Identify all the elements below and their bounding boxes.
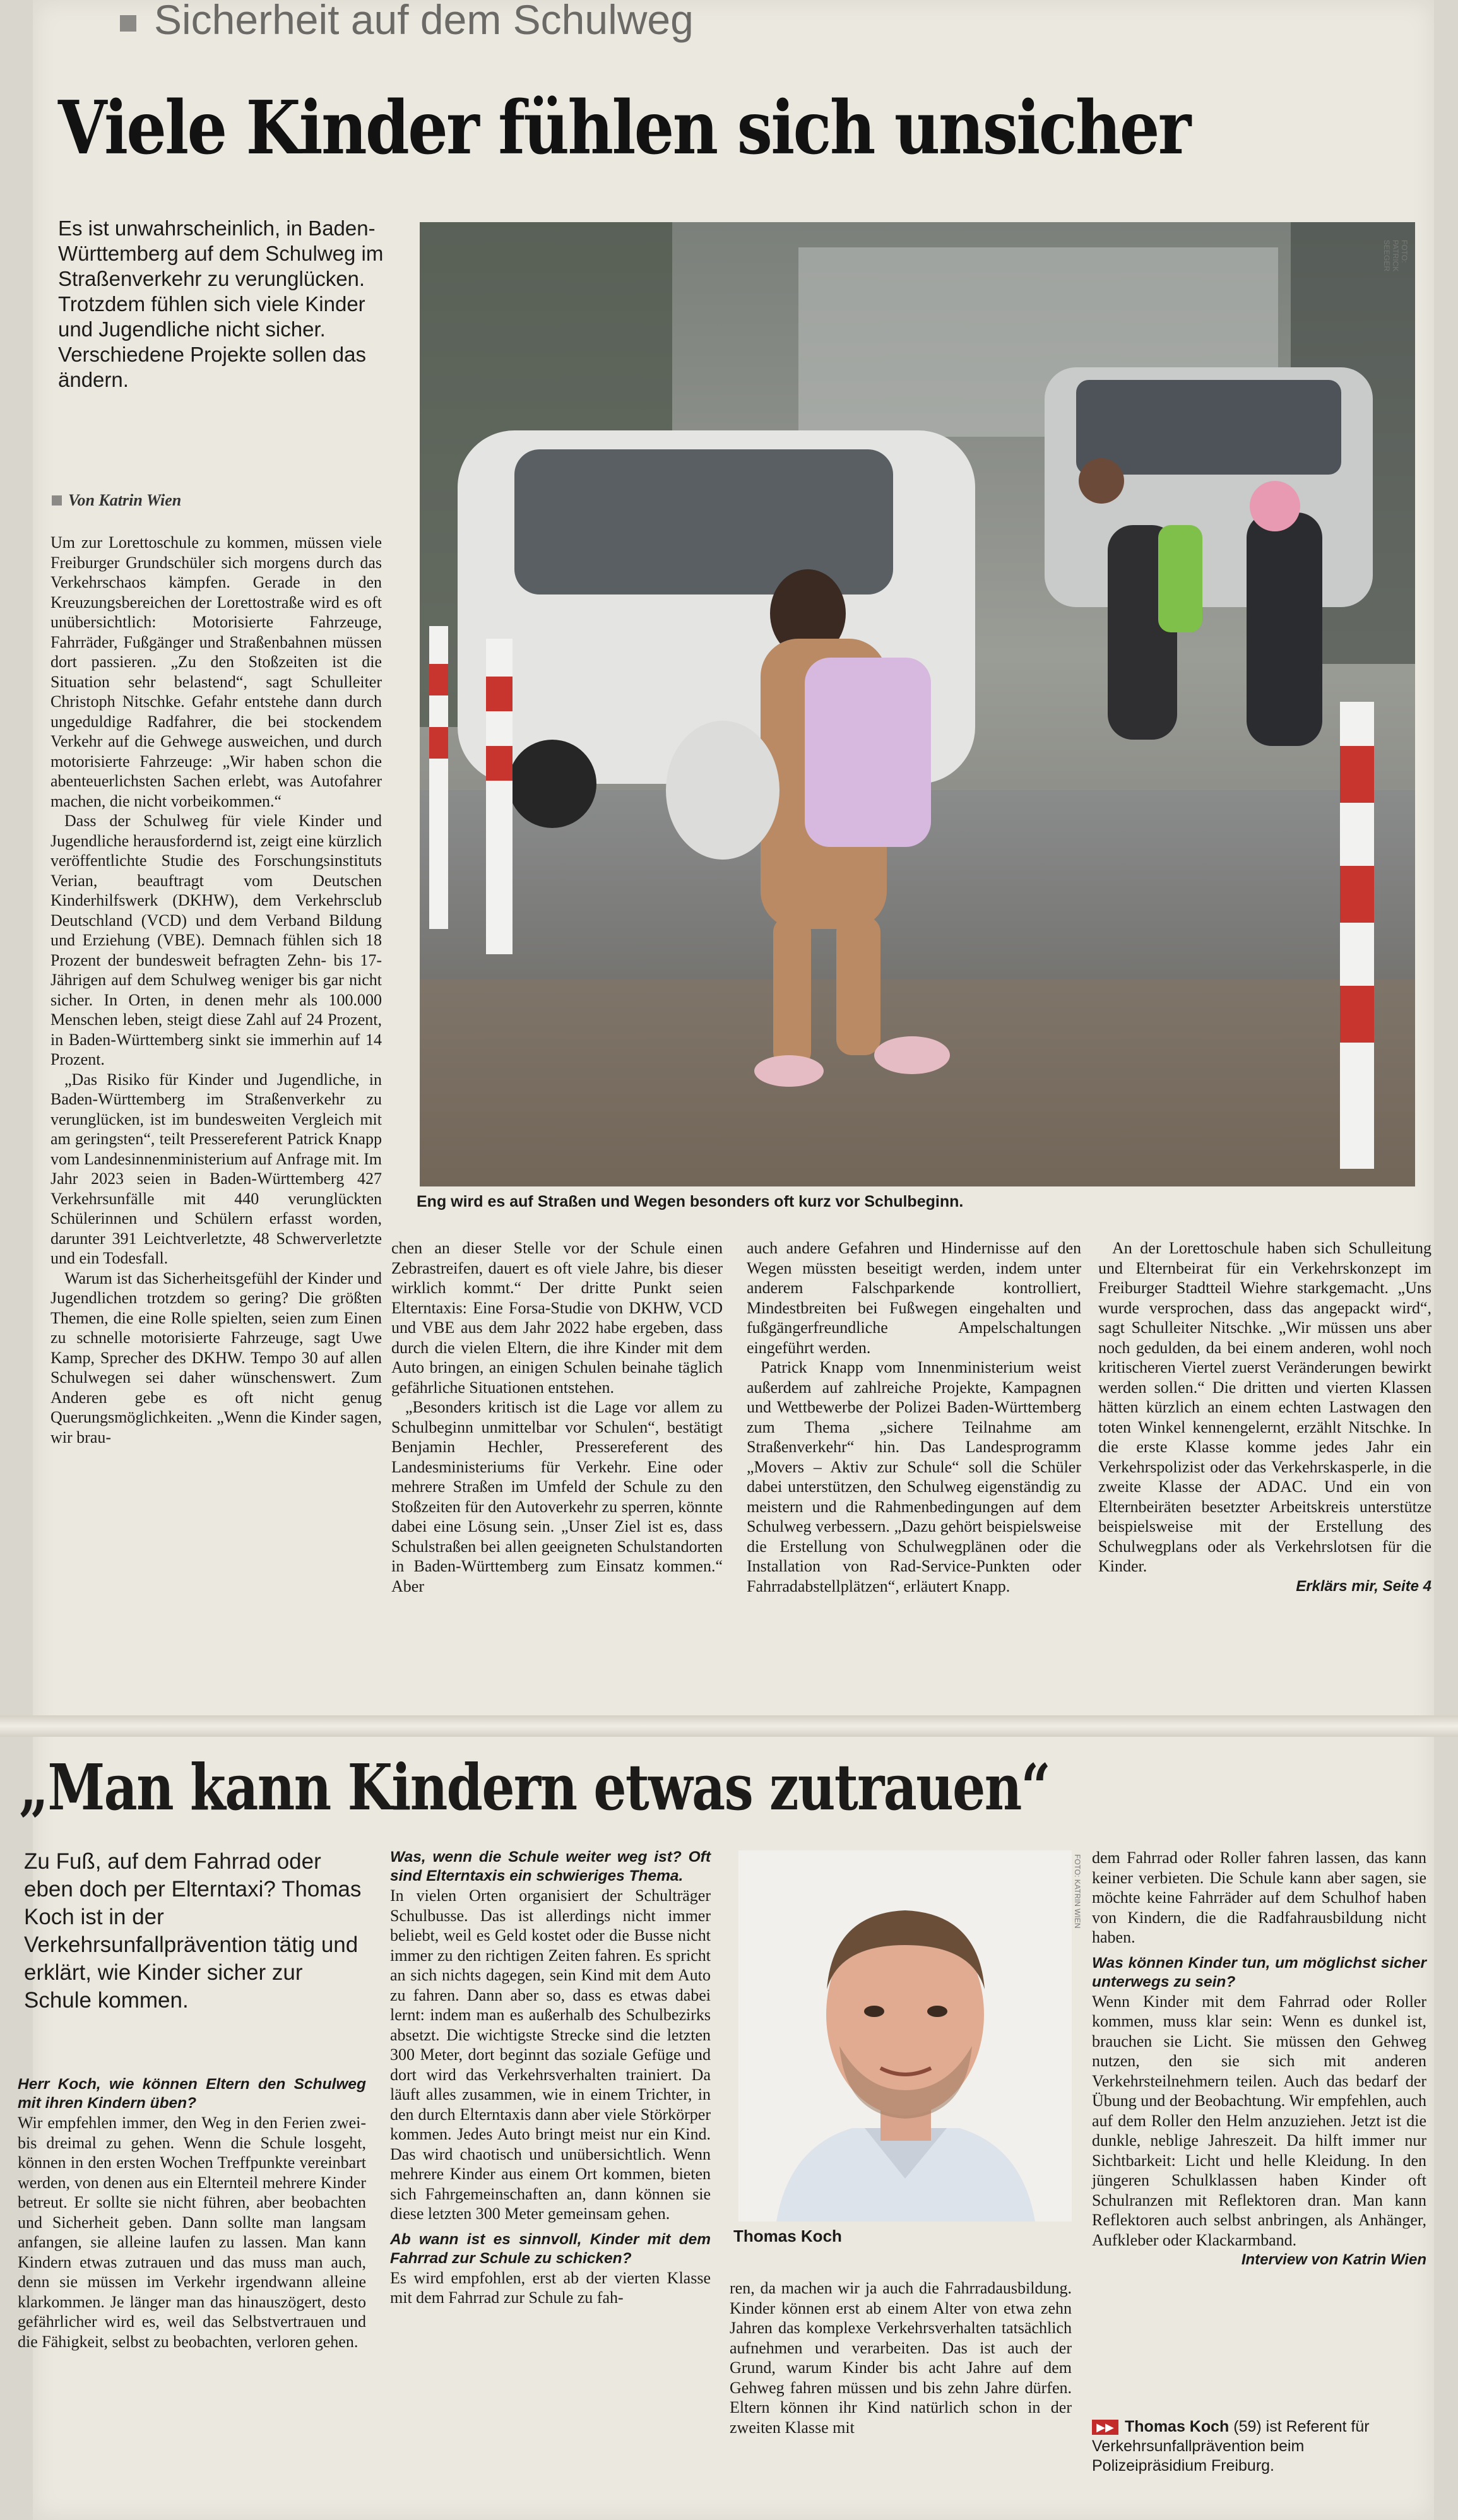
byline: Von Katrin Wien <box>52 491 380 510</box>
article-headline: Viele Kinder fühlen sich unsicher <box>58 85 1190 171</box>
portrait-credit: FOTO: KATRIN WIEN <box>1073 1854 1082 1929</box>
article1-column-3 <box>747 1238 1081 1596</box>
article1-column-2 <box>391 1238 723 1596</box>
article-photo <box>420 222 1415 1186</box>
interview-headline: „Man kann Kindern etwas zutrauen“ <box>19 1750 1050 1825</box>
interview-question: Was können Kinder tun, um möglichst sicher unterwegs zu sein? <box>1092 1954 1426 1991</box>
photo-illustration <box>420 222 1415 1186</box>
author-bio <box>1092 2417 1420 2476</box>
interview-answer: Wenn Kinder mit dem Fahrrad oder Roller kommen, muss klar sein: Wenn es dunkel ist, brauchen sie Licht. Sie müssen den Gehweg nutzen, den sie sich mit anderen Verkehrsteilnehmern teilen. Auch das bedarf der Übung und der Beobachtung. Wir empfehlen, auch auf dem Roller den Helm anzuziehen. Jetzt ist die dunkle, neblige Jahreszeit. Da hilft immer nur Sichtbarkeit: Licht und helle Kleidung. In den jüngeren Schulklassen haben Kinder oft Schulranzen mit Reflektoren dran. Man kann Reflektoren auch selbst anbringen, als Anhänger, Aufkleber oder Klackarmband. <box>1092 1992 1426 2249</box>
portrait-caption: Thomas Koch <box>733 2227 842 2245</box>
article1-column-4 <box>1098 1238 1431 1597</box>
interview-question: Was, wenn die Schule weiter weg ist? Oft sind Elterntaxis ein schwieriges Thema. <box>390 1849 711 1884</box>
bio-text: (59) ist Referent für Verkehrsunfallprävention beim Polizeipräsidium Freiburg. <box>1092 2418 1370 2475</box>
interview-question: Herr Koch, wie können Eltern den Schulweg mit ihren Kindern üben? <box>18 2076 366 2112</box>
interview-column-2 <box>390 1848 711 2308</box>
section-rubric <box>120 0 694 44</box>
photo-caption: Eng wird es auf Straßen und Wegen besonders oft kurz vor Schulbeginn. <box>417 1193 964 1210</box>
interview-question: Ab wann ist es sinnvoll, Kinder mit dem Fahrrad zur Schule zu schicken? <box>390 2230 711 2267</box>
paragraph: Dass der Schulweg für viele Kinder und Jugendliche herausfordernd ist, zeigt eine kürzlich veröffentlichte Studie des Forschungsinstituts Verian, beauftragt vom Deutschen Kinderhilfswerk (DKHW), dem Verkehrsclub Deutschland (VCD) und dem Verband Bildung und Erziehung (VBE). Demnach fühlen sich 18 Prozent der bundesweit befragten Zehn- bis 17-Jährigen auf dem Schulweg weniger bis gar nicht sicher. In Orten, in denen mehr als 100.000 Menschen leben, steigt diese Zahl auf 24 Prozent, in Baden-Württemberg sinkt sie immerhin auf 14 Prozent. <box>50 812 382 1068</box>
interview-column-4 <box>1092 1848 1426 2270</box>
interview-intro: Zu Fuß, auf dem Fahrrad oder eben doch per Elterntaxi? Thomas Koch ist in der Verkehrsunfallprävention tätig und erklärt, wie Kinder sicher zur Schule kommen. <box>24 1849 362 2013</box>
page-fold <box>0 1715 1458 1737</box>
portrait-photo <box>738 1850 1072 2221</box>
interview-answer: In vielen Orten organisiert der Schulträger Schulbusse. Das ist allerdings nicht immer beliebt, weil es Geld kostet oder die Busse nicht immer zu den richtigen Zeiten fahren. Es spricht an sich nichts dagegen, sein Kind mit dem Auto zu fahren. Dann aber so, dass es etwas dabei lernt: indem man es außerhalb des Schulbezirks absetzt. Die wichtigste Strecke sind die letzten 300 Meter, dort beginnt das soziale Gefüge und dort wird das Verkehrsverhalten trainiert. Da läuft alles zusammen, wie in einem Trichter, in den durch Elterntaxis dann aber viele Störkörper kommen. Jedes Auto bringt meist nur ein Kind. Das wird chaotisch und unübersichtlich. Wenn mehrere Kinder aus einem Ort kommen, bieten sich Fahrgemeinschaften an, dann können sie diese letzten 300 Meter gemeinsam gehen. <box>390 1886 711 2223</box>
interview-column-3 <box>730 2278 1072 2437</box>
bio-name: Thomas Koch <box>1125 2418 1230 2435</box>
square-bullet-icon <box>52 495 62 506</box>
paragraph: „Das Risiko für Kinder und Jugendliche, in Baden-Württemberg im Straßenverkehr zu verunglücken, ist im bundesweiten Vergleich mit am geringsten“, teilt Pressereferent Patrick Knapp vom Landesinnenministerium auf Anfrage mit. Im Jahr 2023 seien in Baden-Württemberg 427 Verkehrsunfälle mit 440 verunglückten Schülerinnen und Schülern erfasst worden, darunter 391 Leichtverletzte, 48 Schwerverletzte und ein Todesfall. <box>50 1070 382 1267</box>
interview-column-1 <box>18 2069 366 2351</box>
paragraph: Um zur Lorettoschule zu kommen, müssen viele Freiburger Grundschüler sich morgens durch das Verkehrschaos kämpfen. Gerade in den Kreuzungsbereichen der Lorettostraße wird es oft unübersichtlich: Motorisierte Fahrzeuge, Fahrräder, Fußgänger und Straßenbahnen müssen dort passieren. „Zu den Stoßzeiten ist die Situation sehr belastend“, sagt Schulleiter Christoph Nitschke. Gefahr entstehe dann durch ungeduldige Radfahrer, die bei stockendem Verkehr auf die Gehwege ausweichen, und durch motorisierte Fahrzeuge: „Wir haben schon die abenteuerlichsten Sachen erlebt, was Autofahrer machen, die nicht vorbeikommen.“ <box>50 533 382 810</box>
photo-credit: FOTO: PATRICK SEEGER <box>1382 240 1409 272</box>
interview-answer: ren, da machen wir ja auch die Fahrradausbildung. Kinder können erst ab einem Alter von etwa zehn Jahren das komplexe Verkehrsverhalten tatsächlich aufnehmen und verarbeiten. Das ist auch der Grund, warum Kinder bis acht Jahre auf dem Gehweg fahren müssen und bis zehn Jahre dürfen. Eltern können ihr Kind natürlich schon in der zweiten Klasse mit <box>730 2279 1072 2437</box>
article-intro: Es ist unwahrscheinlich, in Baden-Württemberg auf dem Schulweg im Straßenverkehr zu verunglücken. Trotzdem fühlen sich viele Kinder und Jugendliche nicht sicher. Verschiedene Projekte sollen das ändern. <box>58 216 384 391</box>
interview-answer: Es wird empfohlen, erst ab der vierten Klasse mit dem Fahrrad zur Schule zu fah- <box>390 2268 711 2307</box>
double-arrow-icon: ▶▶ <box>1092 2420 1118 2435</box>
paragraph: chen an dieser Stelle vor der Schule einen Zebrastreifen, dauert es oft viele Jahre, bis dieser wirklich kommt.“ Der dritte Punkt seien Elterntaxis: Eine Forsa-Studie von DKHW, VCD und VBE aus dem Jahr 2022 habe ergeben, dass durch die vielen Eltern, die ihre Kinder mit dem Auto bringen, an einigen Schulen beinahe täglich gefährliche Situationen entstehen. <box>391 1239 723 1397</box>
interview-answer: Wir empfehlen immer, den Weg in den Ferien zwei- bis dreimal zu gehen. Wenn die Schule losgeht, können in den ersten Wochen Treffpunkte vereinbart werden, von denen aus ein Elternteil mehrere Kinder betreut. Er sollte sie nicht führen, aber beobachten und Sicherheit geben. Dann sollte man langsam anfangen, sie alleine laufen zu lassen. Man kann Kindern etwas zutrauen und das muss man auch, denn sie müssen im Verkehr irgendwann alleine klarkommen. Je länger man das hinauszögert, desto gefährlicher wird es, weil das Selbstvertrauen und die Fähigkeit, selbst zu beobachten, verloren gehen. <box>18 2114 366 2351</box>
paragraph: An der Lorettoschule haben sich Schulleitung und Elternbeirat für ein Verkehrskonzept im Freiburger Stadtteil Wiehre starkgemacht. „Uns wurde versprochen, dass das angepackt wird“, sagt Schulleiter Nitschke. „Wir müssen uns aber noch gedulden, da bei einem anderen, wohl noch kritischeren Viertel zuerst Veränderungen bewirkt werden sollen.“ Die dritten und vierten Klassen hätten kürzlich an einem echten Lastwagen den toten Winkel kennengelernt, erzählt Nitschke. In die erste Klasse komme jedes Jahr ein Verkehrspolizist oder das Verkehrskasperle, in die zweite Klasse der ADAC. Und ein von Elternbeiräten besetzter Arbeitskreis unterstütze beispielsweise mit der Erstellung des Schulwegplans oder als Verkehrslotsen für die Kinder. <box>1098 1239 1431 1575</box>
interview-signature: Interview von Katrin Wien <box>1241 2251 1426 2268</box>
paragraph: Warum ist das Sicherheitsgefühl der Kinder und Jugendlichen trotzdem so gering? Die größten Themen, die eine Rolle spielten, seien zum Einen zu schnelle motorisierte Fahrzeuge, sagt Uwe Kamp, Sprecher des DKHW. Tempo 30 auf allen Schulwegen sei daher wünschenswert. Zum Anderen gebe es oft nicht genug Querungsmöglichkeiten. „Wenn die Kinder sagen, wir brau- <box>50 1269 382 1446</box>
cross-reference: Erklärs mir, Seite 4 <box>1296 1577 1431 1595</box>
square-bullet-icon <box>120 15 136 32</box>
interview-answer: dem Fahrrad oder Roller fahren lassen, das kann keiner verbieten. Die Schule kann aber sagen, sie möchte keine Fahrräder auf dem Schulhof haben von Kindern, die die Radfahrausbildung nicht haben. <box>1092 1849 1426 1946</box>
rubric-text: Sicherheit auf dem Schulweg <box>154 0 694 43</box>
portrait-illustration <box>738 1850 1072 2221</box>
paragraph: „Besonders kritisch ist die Lage vor allem zu Schulbeginn unmittelbar vor Schulen“, bestätigt Benjamin Hechler, Pressereferent des Landesministeriums für Verkehr. Eine oder mehrere Straßen im Umfeld der Schule zu den Stoßzeiten für den Autoverkehr zu sperren, könnte dabei eine Lösung sein. „Unser Ziel ist es, dass Schulstraßen bei allen geeigneten Schulstandorten in Baden-Württemberg zum Einsatz kommen.“ Aber <box>391 1398 723 1595</box>
article1-column-1 <box>50 533 382 1447</box>
paragraph: auch andere Gefahren und Hindernisse auf den Wegen müssten beseitigt werden, indem unter anderem Falschparkende kontrolliert, Mindestbreiten bei Fußwegen eingehalten und fußgängerfreundliche Ampelschaltungen eingeführt werden. <box>747 1239 1081 1357</box>
paragraph: Patrick Knapp vom Innenministerium weist außerdem auf zahlreiche Projekte, Kampagnen und Wettbewerbe der Polizei Baden-Württemberg zum Thema „sichere Teilnahme am Straßenverkehr“ hin. Das Landesprogramm „Movers – Aktiv zur Schule“ soll die Schüler dabei unterstützen, den Schulweg eigenständig zu meistern und die Rahmenbedingungen auf dem Schulweg verbessern. „Dazu gehört beispielsweise die Erstellung von Schulwegplänen oder die Installation von Rad-Service-Punkten oder Fahrradabstellplätzen“, erläutert Knapp. <box>747 1358 1081 1595</box>
